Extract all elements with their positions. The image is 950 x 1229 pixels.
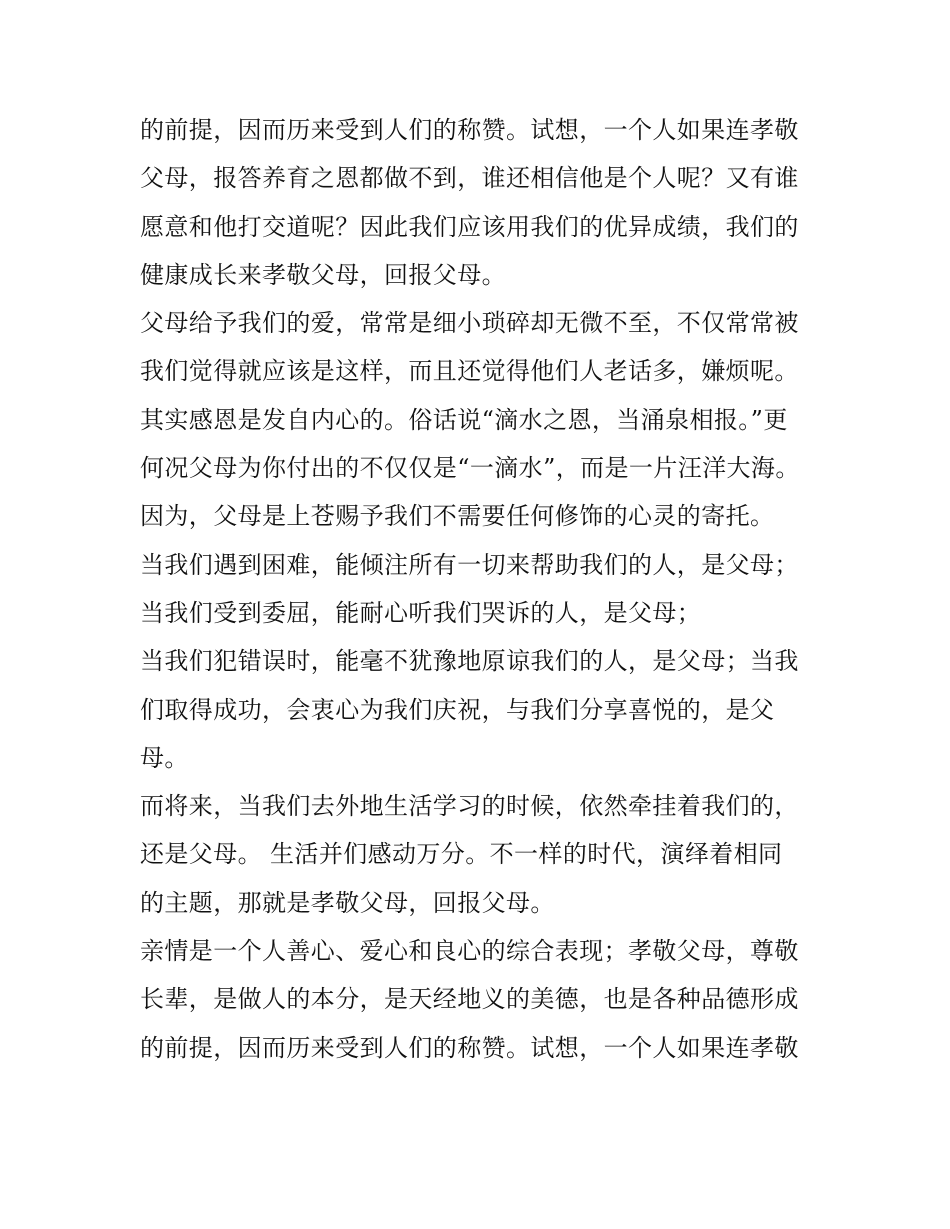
text-line: 当我们犯错误时，能毫不犹豫地原谅我们的人，是父母；当我 — [140, 647, 799, 676]
text-line: 当我们遇到困难，能倾注所有一切来帮助我们的人，是父母； — [140, 550, 799, 579]
text-line: 父母，报答养育之恩都做不到，谁还相信他是个人呢？又有谁 — [140, 164, 799, 193]
text-line: 愿意和他打交道呢？因此我们应该用我们的优异成绩，我们的 — [140, 212, 799, 241]
text-line: 当我们受到委屈，能耐心听我们哭诉的人，是父母； — [140, 598, 702, 627]
text-line: 父母给予我们的爱，常常是细小琐碎却无微不至，不仅常常被 — [140, 309, 799, 338]
text-line: 的主题，那就是孝敬父母，回报父母。 — [140, 888, 555, 917]
text-line: 母。 — [140, 743, 189, 772]
text-line: 健康成长来孝敬父母，回报父母。 — [140, 260, 506, 289]
text-line: 其实感恩是发自内心的。俗话说“滴水之恩，当涌泉相报。”更 — [140, 405, 788, 434]
text-line: 长辈，是做人的本分，是天经地义的美德，也是各种品德形成 — [140, 985, 799, 1014]
text-line: 而将来，当我们去外地生活学习的时候，依然牵挂着我们的， — [140, 792, 799, 821]
text-line: 因为，父母是上苍赐予我们不需要任何修饰的心灵的寄托。 — [140, 502, 775, 531]
text-line: 们取得成功，会衷心为我们庆祝，与我们分享喜悦的，是父 — [140, 695, 775, 724]
text-line: 我们觉得就应该是这样，而且还觉得他们人老话多，嫌烦呢。 — [140, 357, 799, 386]
text-line: 的前提，因而历来受到人们的称赞。试想，一个人如果连孝敬 — [140, 116, 799, 144]
text-line: 亲情是一个人善心、爱心和良心的综合表现；孝敬父母，尊敬 — [140, 937, 799, 966]
text-line: 何况父母为你付出的不仅仅是“一滴水”，而是一片汪洋大海。 — [140, 454, 800, 483]
text-line: 还是父母。 生活并们感动万分。不一样的时代，演绎着相同 — [140, 840, 783, 869]
document-body — [140, 106, 820, 1072]
text-line: 的前提，因而历来受到人们的称赞。试想，一个人如果连孝敬 — [140, 1033, 799, 1062]
